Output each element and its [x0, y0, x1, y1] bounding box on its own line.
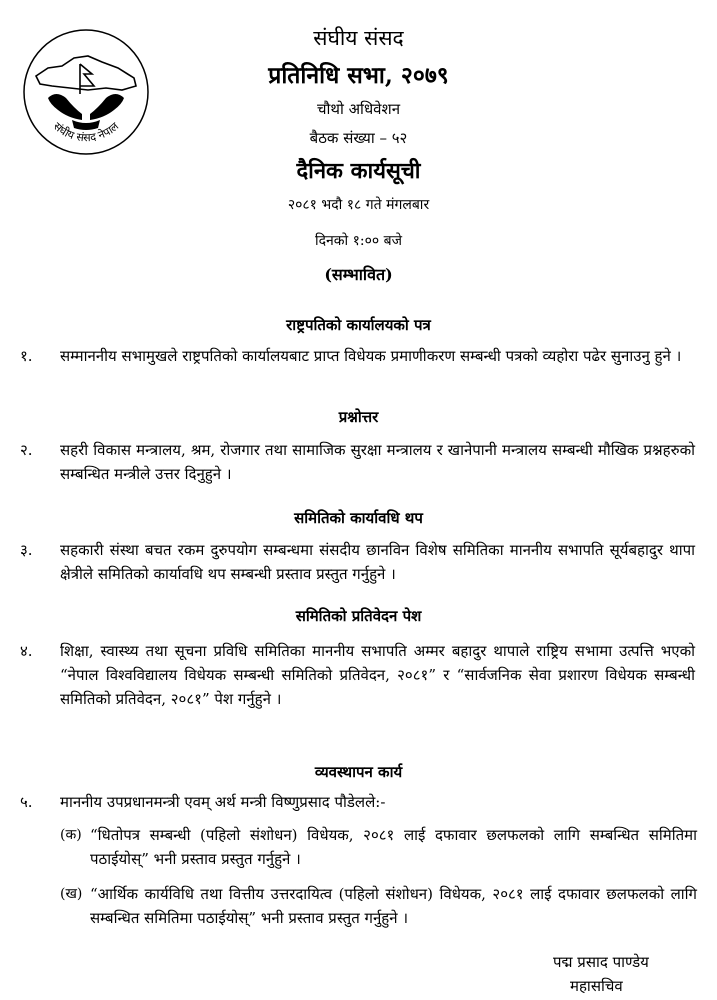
item-number: ५.: [20, 793, 33, 811]
section-heading: प्रश्नोत्तर: [338, 408, 379, 426]
parliament-name: संघीय संसद: [313, 26, 404, 50]
item-text: सम्माननीय सभामुखले राष्ट्रपतिको कार्यालयबाट प्राप्त विधेयक प्रमाणीकरण सम्बन्धी पत्रको व्यहोरा पढेर सुनाउनु हुने ।: [60, 347, 682, 365]
signatory-title: महासचिव: [570, 977, 623, 995]
item-text: सहरी विकास मन्त्रालय, श्रम, रोजगार तथा सामाजिक सुरक्षा मन्त्रालय र खानेपानी मन्त्रालय सम्बन्धी मौखिक प्रश्नहरुको सम्बन्धित मन्त्रीले उत्तर दिनुहुने ।: [60, 441, 695, 483]
item-number: ४.: [20, 642, 33, 660]
item-text: माननीय उपप्रधानमन्त्री एवम् अर्थ मन्त्री विष्णुप्रसाद पौडेलले:-: [60, 793, 386, 811]
session-name: चौथो अधिवेशन: [316, 100, 401, 118]
signatory-name: पद्म प्रसाद पाण्डेय: [553, 953, 649, 971]
section-heading: व्यवस्थापन कार्य: [314, 763, 403, 781]
page-title: दैनिक कार्यसूची: [296, 158, 421, 184]
section-heading: समितिको प्रतिवेदन पेश: [295, 607, 422, 625]
meeting-number: बैठक संख्या – ५२: [309, 129, 408, 147]
subitem-text: “धितोपत्र सम्बन्धी (पहिलो संशोधन) विधेयक, २०८१ लाई दफावार छलफलको लागि सम्बन्धित समितिमा पठाईयोस्” भनी प्रस्ताव प्रस्तुत गर्नुहुने ।: [90, 826, 697, 868]
meeting-time: दिनको १:०० बजे: [314, 233, 403, 249]
item-text: सहकारी संस्था बचत रकम दुरुपयोग सम्बन्धमा संसदीय छानविन विशेष समितिका माननीय सभापति सूर्यबहादुर थापा क्षेत्रीले समितिको कार्यावधि थप सम्बन्धी प्रस्ताव प्रस्तुत गर्नुहुने ।: [60, 541, 695, 583]
logo-text: संघीय संसद नेपाल: [50, 119, 122, 145]
section-heading: समितिको कार्यावधि थप: [294, 509, 423, 527]
subitem-text: “आर्थिक कार्यविधि तथा वित्तीय उत्तरदायित्व (पहिलो संशोधन) विधेयक, २०८१ लाई दफावार छलफलको लागि सम्बन्धित समितिमा पठाईयोस्” भनी प्रस्ताव प्रस्तुत गर्नुहुने ।: [90, 885, 697, 927]
subitem-label: (क): [60, 827, 82, 843]
item-text: शिक्षा, स्वास्थ्य तथा सूचना प्रविधि समितिका माननीय सभापति अम्मर बहादुर थापाले राष्ट्रिय सभामा उत्पत्ति भएको “नेपाल विश्वविद्यालय विधेयक सम्बन्धी समितिको प्रतिवेदन, २०८१” र “सार्वजनिक सेवा प्रशारण विधेयक सम्बन्धी समितिको प्रतिवेदन, २०८१” पेश गर्नुहुने ।: [60, 642, 695, 708]
item-number: २.: [20, 441, 33, 459]
section-heading: राष्ट्रपतिको कार्यालयको पत्र: [286, 316, 431, 334]
item-number: ३.: [20, 541, 33, 559]
tentative-label: (सम्भावित): [324, 265, 393, 284]
subitem-label: (ख): [60, 886, 83, 902]
house-name: प्रतिनिधि सभा, २०७९: [268, 62, 449, 89]
meeting-date: २०८१ भदौ १८ गते मंगलबार: [287, 197, 430, 213]
item-number: १.: [20, 347, 33, 365]
